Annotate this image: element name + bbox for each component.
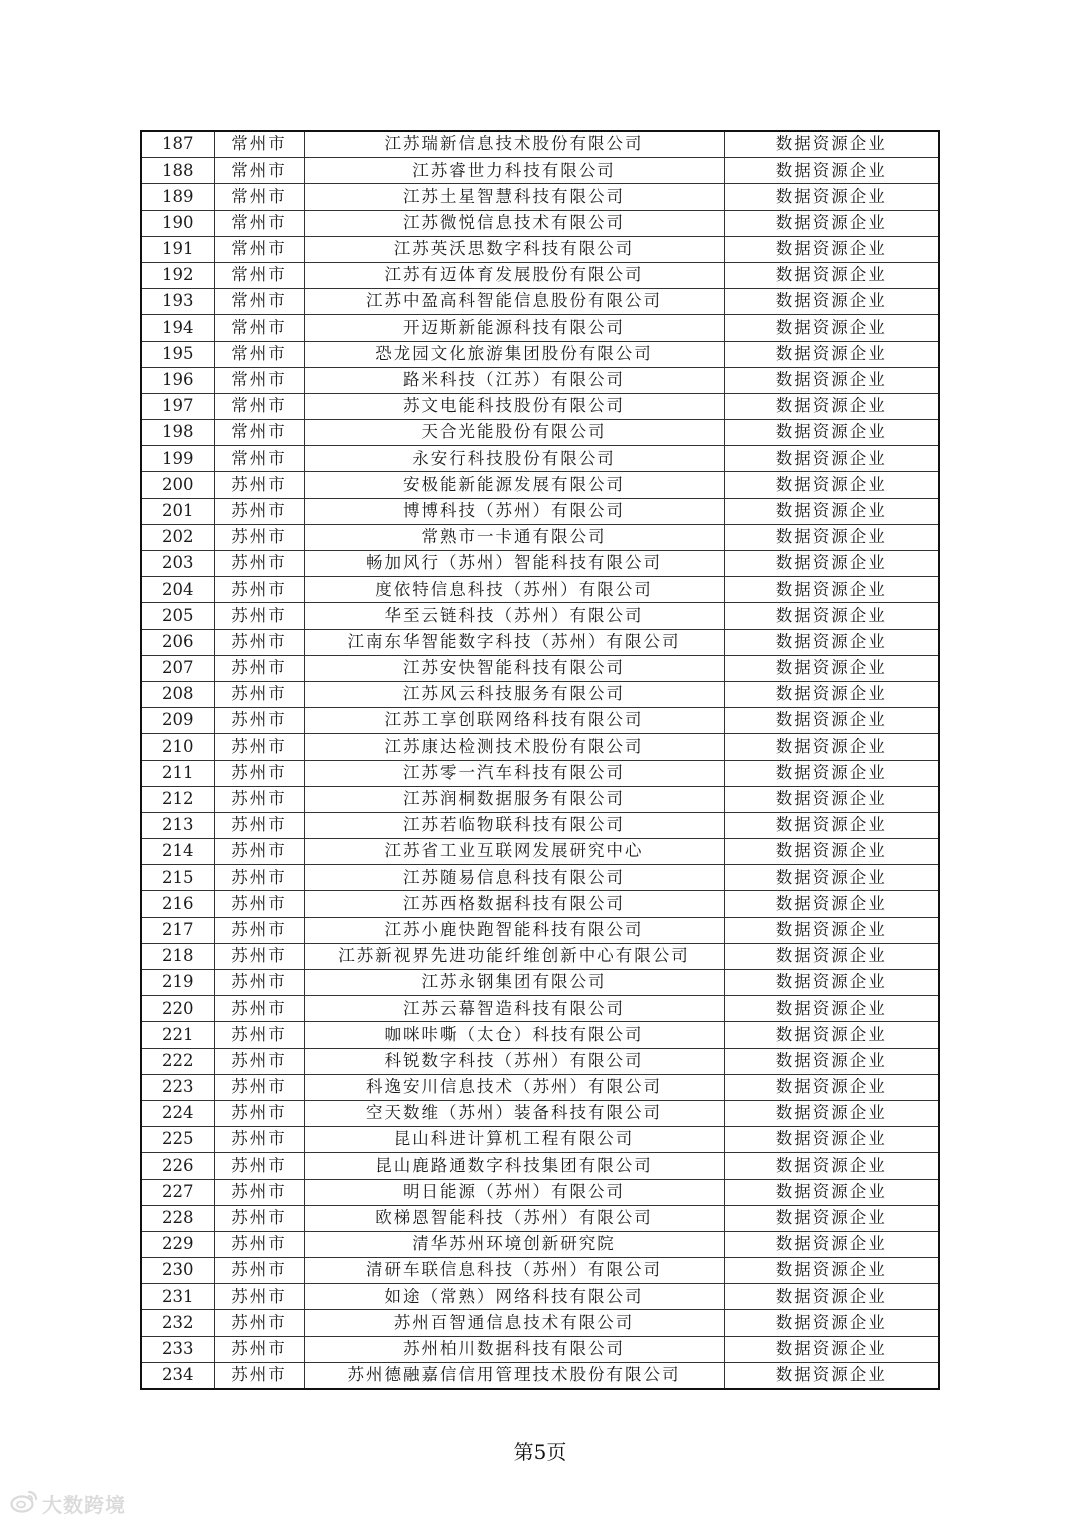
row-number-cell: 209 [141,708,214,734]
company-name-cell: 咖咪咔嘶（太仓）科技有限公司 [304,1022,724,1048]
table-row [141,393,939,419]
table-row [141,289,939,315]
table-row [141,1362,939,1389]
row-number-cell: 222 [141,1048,214,1074]
table-row [141,1231,939,1257]
table-row [141,1205,939,1231]
watermark-text: 大数跨境 [42,1492,126,1517]
row-number-cell: 214 [141,839,214,865]
city-cell: 苏州市 [214,1048,304,1074]
city-cell: 常州市 [214,367,304,393]
row-number-cell: 190 [141,210,214,236]
table-row [141,681,939,707]
company-name-cell: 江苏康达检测技术股份有限公司 [304,734,724,760]
table-row [141,1100,939,1126]
company-name-cell: 江苏土星智慧科技有限公司 [304,184,724,210]
enterprise-type-cell: 数据资源企业 [724,1022,939,1048]
table-row [141,603,939,629]
company-name-cell: 恐龙园文化旅游集团股份有限公司 [304,341,724,367]
company-name-cell: 江苏英沃思数字科技有限公司 [304,236,724,262]
enterprise-type-cell: 数据资源企业 [724,472,939,498]
enterprise-type-cell: 数据资源企业 [724,236,939,262]
city-cell: 苏州市 [214,1022,304,1048]
enterprise-type-cell: 数据资源企业 [724,262,939,288]
company-name-cell: 江苏风云科技服务有限公司 [304,681,724,707]
enterprise-type-cell: 数据资源企业 [724,996,939,1022]
enterprise-type-cell: 数据资源企业 [724,839,939,865]
enterprise-type-cell: 数据资源企业 [724,891,939,917]
enterprise-type-cell: 数据资源企业 [724,786,939,812]
city-cell: 常州市 [214,393,304,419]
company-name-cell: 清研车联信息科技（苏州）有限公司 [304,1258,724,1284]
table-row [141,1074,939,1100]
enterprise-type-cell: 数据资源企业 [724,1258,939,1284]
row-number-cell: 195 [141,341,214,367]
row-number-cell: 212 [141,786,214,812]
row-number-cell: 192 [141,262,214,288]
city-cell: 苏州市 [214,681,304,707]
row-number-cell: 208 [141,681,214,707]
city-cell: 苏州市 [214,891,304,917]
enterprise-type-cell: 数据资源企业 [724,1074,939,1100]
row-number-cell: 202 [141,524,214,550]
table-row [141,708,939,734]
table-row [141,236,939,262]
table-body [141,131,939,1389]
page-number: 第5页 [513,1440,567,1464]
table-row [141,551,939,577]
city-cell: 常州市 [214,315,304,341]
company-name-cell: 畅加风行（苏州）智能科技有限公司 [304,551,724,577]
table-row [141,420,939,446]
city-cell: 苏州市 [214,734,304,760]
city-cell: 苏州市 [214,629,304,655]
row-number-cell: 225 [141,1127,214,1153]
row-number-cell: 193 [141,289,214,315]
company-name-cell: 博博科技（苏州）有限公司 [304,498,724,524]
enterprise-type-cell: 数据资源企业 [724,943,939,969]
table-row [141,970,939,996]
city-cell: 苏州市 [214,1205,304,1231]
table-row [141,1284,939,1310]
company-name-cell: 路米科技（江苏）有限公司 [304,367,724,393]
city-cell: 苏州市 [214,1074,304,1100]
city-cell: 常州市 [214,131,304,158]
watermark [10,1488,126,1518]
enterprise-type-cell: 数据资源企业 [724,551,939,577]
row-number-cell: 189 [141,184,214,210]
table-row [141,891,939,917]
enterprise-type-cell: 数据资源企业 [724,289,939,315]
row-number-cell: 191 [141,236,214,262]
row-number-cell: 227 [141,1179,214,1205]
company-name-cell: 苏州柏川数据科技有限公司 [304,1336,724,1362]
row-number-cell: 231 [141,1284,214,1310]
company-name-cell: 江苏工享创联网络科技有限公司 [304,708,724,734]
enterprise-type-cell: 数据资源企业 [724,1231,939,1257]
city-cell: 苏州市 [214,1100,304,1126]
weibo-logo-icon [10,1489,38,1517]
row-number-cell: 210 [141,734,214,760]
row-number-cell: 220 [141,996,214,1022]
row-number-cell: 233 [141,1336,214,1362]
enterprise-type-cell: 数据资源企业 [724,603,939,629]
enterprise-type-cell: 数据资源企业 [724,210,939,236]
row-number-cell: 194 [141,315,214,341]
city-cell: 苏州市 [214,943,304,969]
table-row [141,1336,939,1362]
company-name-cell: 昆山科进计算机工程有限公司 [304,1127,724,1153]
city-cell: 苏州市 [214,1127,304,1153]
enterprise-type-cell: 数据资源企业 [724,970,939,996]
company-name-cell: 空天数维（苏州）装备科技有限公司 [304,1100,724,1126]
table-row [141,655,939,681]
city-cell: 苏州市 [214,812,304,838]
row-number-cell: 198 [141,420,214,446]
table-row [141,262,939,288]
company-name-cell: 科锐数字科技（苏州）有限公司 [304,1048,724,1074]
enterprise-type-cell: 数据资源企业 [724,315,939,341]
table-row [141,158,939,184]
city-cell: 常州市 [214,210,304,236]
city-cell: 常州市 [214,262,304,288]
city-cell: 常州市 [214,184,304,210]
enterprise-type-cell: 数据资源企业 [724,655,939,681]
city-cell: 苏州市 [214,472,304,498]
company-name-cell: 度依特信息科技（苏州）有限公司 [304,577,724,603]
city-cell: 苏州市 [214,708,304,734]
city-cell: 苏州市 [214,603,304,629]
city-cell: 苏州市 [214,970,304,996]
company-name-cell: 江苏安快智能科技有限公司 [304,655,724,681]
table-row [141,1153,939,1179]
company-name-cell: 欧梯恩智能科技（苏州）有限公司 [304,1205,724,1231]
company-name-cell: 江苏云幕智造科技有限公司 [304,996,724,1022]
company-name-cell: 科逸安川信息技术（苏州）有限公司 [304,1074,724,1100]
company-name-cell: 江南东华智能数字科技（苏州）有限公司 [304,629,724,655]
enterprise-type-cell: 数据资源企业 [724,367,939,393]
enterprise-type-cell: 数据资源企业 [724,158,939,184]
row-number-cell: 197 [141,393,214,419]
company-name-cell: 江苏零一汽车科技有限公司 [304,760,724,786]
row-number-cell: 199 [141,446,214,472]
enterprise-type-cell: 数据资源企业 [724,1153,939,1179]
row-number-cell: 221 [141,1022,214,1048]
table-row [141,865,939,891]
company-name-cell: 如途（常熟）网络科技有限公司 [304,1284,724,1310]
enterprise-type-cell: 数据资源企业 [724,184,939,210]
row-number-cell: 201 [141,498,214,524]
enterprise-type-cell: 数据资源企业 [724,734,939,760]
table-row [141,1048,939,1074]
company-name-cell: 江苏省工业互联网发展研究中心 [304,839,724,865]
row-number-cell: 211 [141,760,214,786]
table-row [141,996,939,1022]
enterprise-type-cell: 数据资源企业 [724,420,939,446]
table-row [141,1258,939,1284]
enterprise-type-cell: 数据资源企业 [724,1048,939,1074]
city-cell: 苏州市 [214,577,304,603]
table-row [141,210,939,236]
city-cell: 苏州市 [214,917,304,943]
enterprise-type-cell: 数据资源企业 [724,1336,939,1362]
company-name-cell: 永安行科技股份有限公司 [304,446,724,472]
table-row [141,917,939,943]
row-number-cell: 206 [141,629,214,655]
city-cell: 常州市 [214,236,304,262]
city-cell: 常州市 [214,446,304,472]
enterprise-type-cell: 数据资源企业 [724,1127,939,1153]
row-number-cell: 204 [141,577,214,603]
company-name-cell: 江苏永钢集团有限公司 [304,970,724,996]
enterprise-type-cell: 数据资源企业 [724,577,939,603]
city-cell: 苏州市 [214,1258,304,1284]
city-cell: 常州市 [214,289,304,315]
row-number-cell: 232 [141,1310,214,1336]
company-name-cell: 苏文电能科技股份有限公司 [304,393,724,419]
company-name-cell: 明日能源（苏州）有限公司 [304,1179,724,1205]
company-name-cell: 华至云链科技（苏州）有限公司 [304,603,724,629]
enterprise-type-cell: 数据资源企业 [724,812,939,838]
company-name-cell: 苏州德融嘉信信用管理技术股份有限公司 [304,1362,724,1389]
table-row [141,315,939,341]
city-cell: 苏州市 [214,760,304,786]
table-row [141,577,939,603]
row-number-cell: 207 [141,655,214,681]
city-cell: 苏州市 [214,1284,304,1310]
company-name-cell: 开迈斯新能源科技有限公司 [304,315,724,341]
table-row [141,812,939,838]
table-row [141,629,939,655]
table-row [141,734,939,760]
table-row [141,760,939,786]
company-name-cell: 安极能新能源发展有限公司 [304,472,724,498]
enterprise-type-cell: 数据资源企业 [724,393,939,419]
company-name-cell: 江苏微悦信息技术有限公司 [304,210,724,236]
table-row [141,1022,939,1048]
city-cell: 苏州市 [214,865,304,891]
row-number-cell: 200 [141,472,214,498]
enterprise-list-table [140,130,940,1390]
table-row [141,472,939,498]
table-row [141,367,939,393]
table-row [141,943,939,969]
city-cell: 苏州市 [214,655,304,681]
enterprise-type-cell: 数据资源企业 [724,1284,939,1310]
company-name-cell: 江苏睿世力科技有限公司 [304,158,724,184]
row-number-cell: 216 [141,891,214,917]
city-cell: 苏州市 [214,551,304,577]
table-row [141,1179,939,1205]
company-name-cell: 江苏新视界先进功能纤维创新中心有限公司 [304,943,724,969]
city-cell: 常州市 [214,158,304,184]
city-cell: 苏州市 [214,1231,304,1257]
table-row [141,1127,939,1153]
table-row [141,131,939,158]
enterprise-type-cell: 数据资源企业 [724,131,939,158]
company-name-cell: 江苏西格数据科技有限公司 [304,891,724,917]
enterprise-type-cell: 数据资源企业 [724,1310,939,1336]
row-number-cell: 187 [141,131,214,158]
enterprise-type-cell: 数据资源企业 [724,1179,939,1205]
city-cell: 苏州市 [214,1310,304,1336]
enterprise-type-cell: 数据资源企业 [724,1205,939,1231]
row-number-cell: 218 [141,943,214,969]
table-row [141,524,939,550]
city-cell: 苏州市 [214,1362,304,1389]
city-cell: 苏州市 [214,1336,304,1362]
row-number-cell: 228 [141,1205,214,1231]
enterprise-type-cell: 数据资源企业 [724,1362,939,1389]
company-name-cell: 江苏中盈高科智能信息股份有限公司 [304,289,724,315]
row-number-cell: 224 [141,1100,214,1126]
enterprise-list-table-container [140,130,938,1390]
row-number-cell: 234 [141,1362,214,1389]
city-cell: 苏州市 [214,1153,304,1179]
company-name-cell: 江苏若临物联科技有限公司 [304,812,724,838]
row-number-cell: 205 [141,603,214,629]
enterprise-type-cell: 数据资源企业 [724,760,939,786]
enterprise-type-cell: 数据资源企业 [724,865,939,891]
enterprise-type-cell: 数据资源企业 [724,524,939,550]
city-cell: 常州市 [214,341,304,367]
company-name-cell: 江苏有迈体育发展股份有限公司 [304,262,724,288]
enterprise-type-cell: 数据资源企业 [724,917,939,943]
table-row [141,446,939,472]
table-row [141,184,939,210]
company-name-cell: 江苏随易信息科技有限公司 [304,865,724,891]
row-number-cell: 188 [141,158,214,184]
row-number-cell: 196 [141,367,214,393]
city-cell: 苏州市 [214,786,304,812]
enterprise-type-cell: 数据资源企业 [724,708,939,734]
enterprise-type-cell: 数据资源企业 [724,446,939,472]
table-row [141,839,939,865]
company-name-cell: 昆山鹿路通数字科技集团有限公司 [304,1153,724,1179]
enterprise-type-cell: 数据资源企业 [724,498,939,524]
row-number-cell: 226 [141,1153,214,1179]
row-number-cell: 219 [141,970,214,996]
city-cell: 苏州市 [214,498,304,524]
enterprise-type-cell: 数据资源企业 [724,1100,939,1126]
row-number-cell: 229 [141,1231,214,1257]
row-number-cell: 215 [141,865,214,891]
city-cell: 苏州市 [214,1179,304,1205]
enterprise-type-cell: 数据资源企业 [724,629,939,655]
city-cell: 苏州市 [214,839,304,865]
row-number-cell: 203 [141,551,214,577]
row-number-cell: 230 [141,1258,214,1284]
table-row [141,341,939,367]
table-row [141,498,939,524]
city-cell: 苏州市 [214,524,304,550]
row-number-cell: 223 [141,1074,214,1100]
table-row [141,1310,939,1336]
company-name-cell: 江苏瑞新信息技术股份有限公司 [304,131,724,158]
row-number-cell: 217 [141,917,214,943]
company-name-cell: 江苏润桐数据服务有限公司 [304,786,724,812]
company-name-cell: 苏州百智通信息技术有限公司 [304,1310,724,1336]
company-name-cell: 常熟市一卡通有限公司 [304,524,724,550]
company-name-cell: 江苏小鹿快跑智能科技有限公司 [304,917,724,943]
table-row [141,786,939,812]
company-name-cell: 清华苏州环境创新研究院 [304,1231,724,1257]
enterprise-type-cell: 数据资源企业 [724,341,939,367]
row-number-cell: 213 [141,812,214,838]
city-cell: 常州市 [214,420,304,446]
city-cell: 苏州市 [214,996,304,1022]
enterprise-type-cell: 数据资源企业 [724,681,939,707]
company-name-cell: 天合光能股份有限公司 [304,420,724,446]
